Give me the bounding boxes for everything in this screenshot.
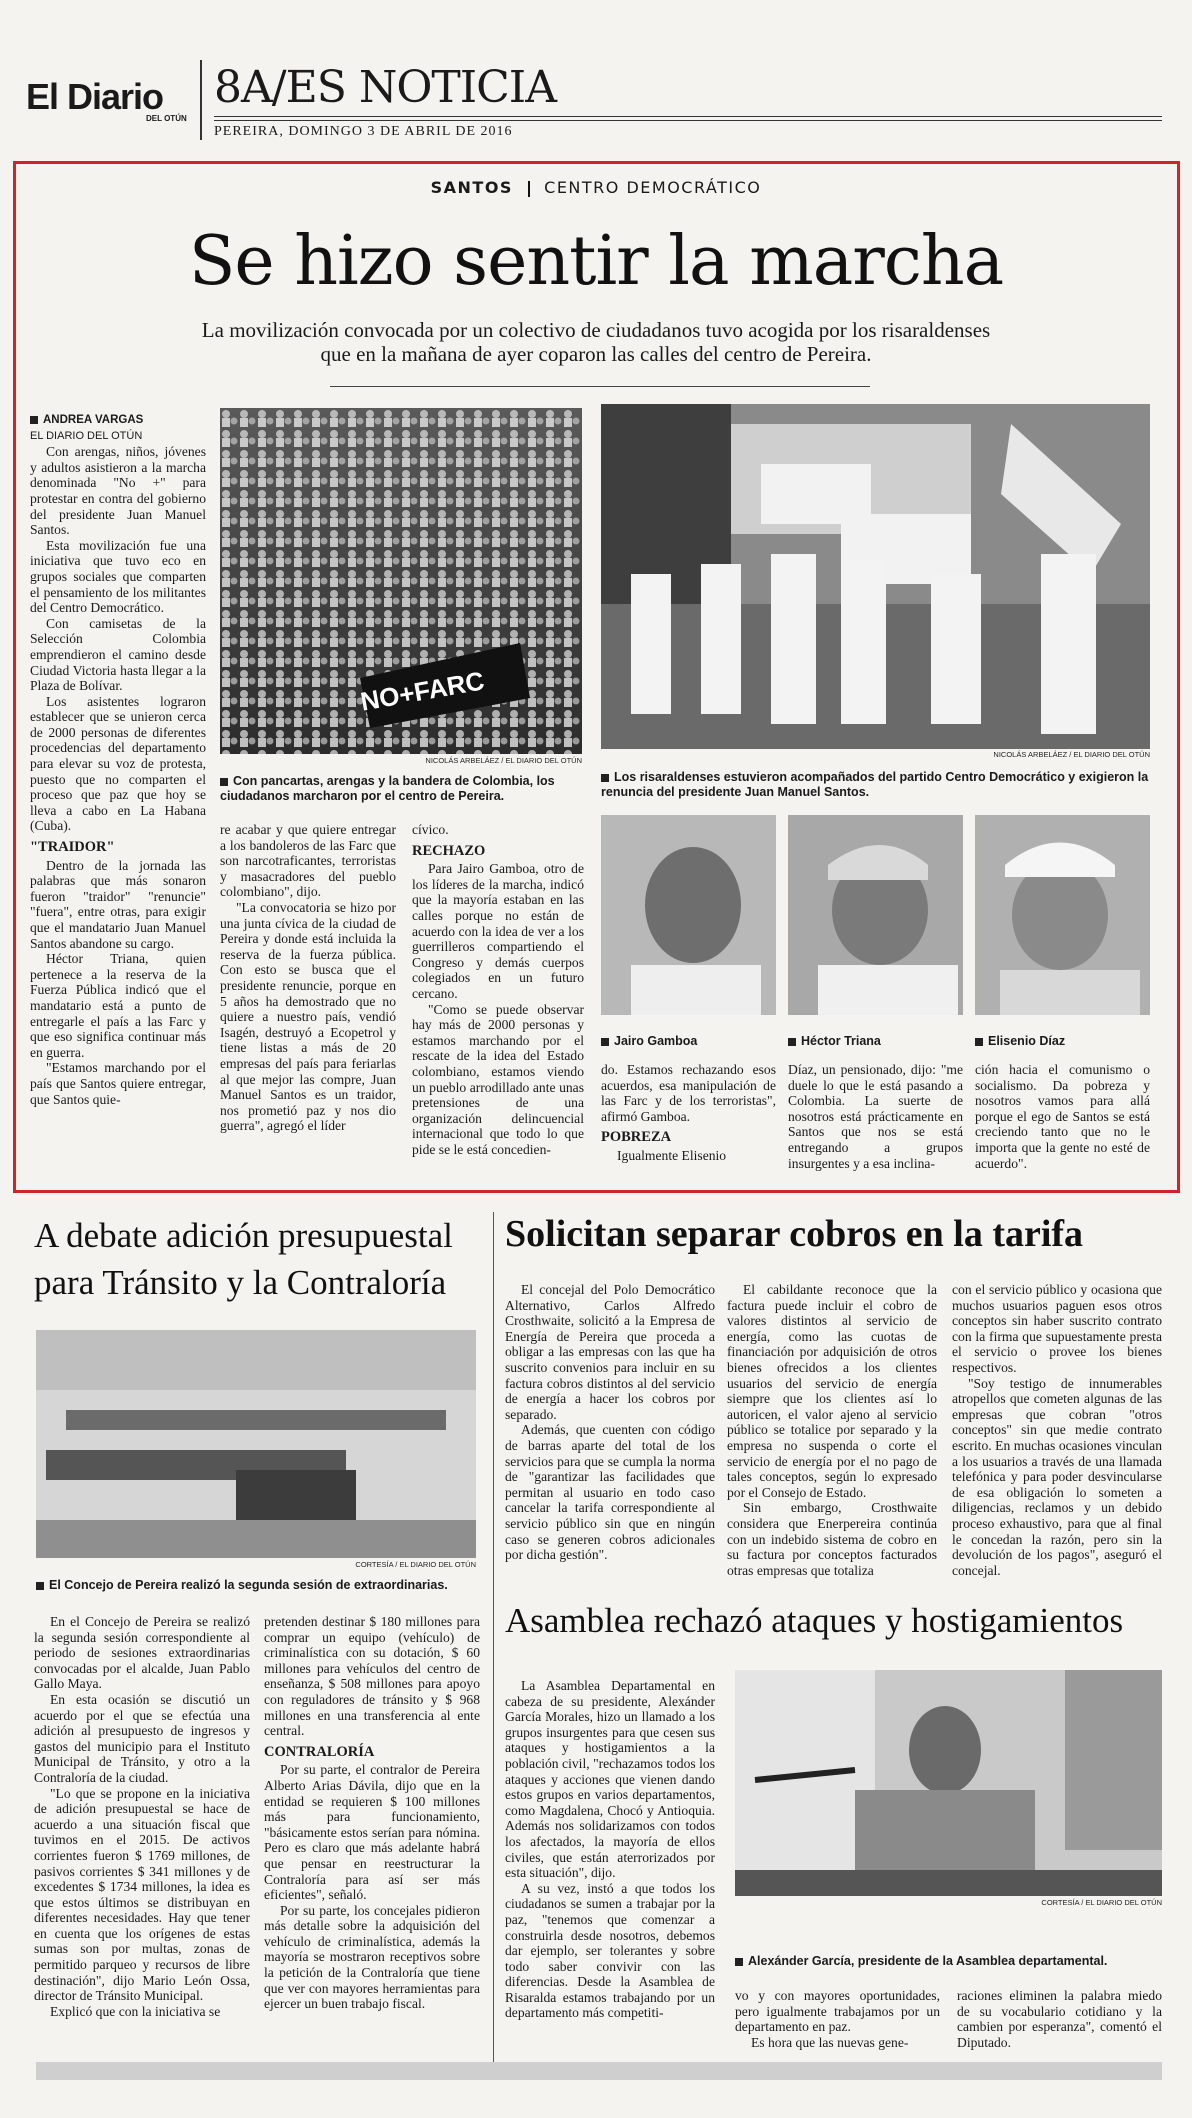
paragraph: El cabildante reconoce que la factura puede incluir el cobro de valores distintos al servicio de energía, como las cuotas de financiación por adquisición de otros bienes ofrecidos a los clientes usuarios del servicio de energía siempre que los clientes así lo autoricen, el valor ajeno al servicio público se totalice por separado y la empresa no suspenda o corte el servicio de energía por el no pago de tales conceptos, según lo expresado por el Consejo de Estado. [727, 1282, 937, 1500]
paragraph: El concejal del Polo Democrático Alternativo, Carlos Alfredo Crosthwaite, solicitó a la Empresa de Energía de Pereira que proceda a obligar a las empresas con las que ha suscrito convenios para incluir en su factura cobros distintos al del servicio de energía a hacer los cobros por separado. [505, 1282, 715, 1422]
headline-line-2: para Tránsito y la Contraloría [34, 1263, 447, 1302]
paragraph: La Asamblea Departamental en cabeza de su presidente, Alexánder García Morales, hizo un llamado a los grupos insurgentes para que cesen sus ataques y hostigamientos a la población civil, "rechazamos todos los ataques y acciones que vienen dando estos grupos en varios departamentos, como Magdalena, Chocó y Antioquia. Además nos solidarizamos con todos los afectados, la mayoría de ellos civiles, que están aterrorizados por esta situación", dijo. [505, 1678, 715, 1881]
paragraph: Díaz, un pensionado, dijo: "me duele lo que le está pasando a Colombia. La suerte de nosotros está prácticamente en Santos que nos se está entregando a grupos insurgentes y a esa inclina- [788, 1062, 963, 1171]
asamblea-column-3 [957, 1988, 1162, 2050]
logo-sub: DEL OTÚN [146, 114, 187, 123]
paragraph: Con arengas, niños, jóvenes y adultos asistieron a la marcha denominada "No +" para protestar en contra del gobierno del presidente Juan Manuel Santos. [30, 444, 206, 538]
lead-column-6 [975, 1062, 1150, 1171]
march-street-photo [601, 404, 1150, 749]
tarifa-column-3 [952, 1282, 1162, 1578]
lead-column-3 [412, 822, 584, 1157]
paragraph: A su vez, instó a que todos los ciudadanos se sumen a trabajar por la paz, "tenemos que comenzar a construirla desde nosotros, debemos dar ejemplo, ser tolerantes y sobre todo saber convivir con las diferencias. Desde la Asamblea de Risaralda estamos trabajando por un departamento más competiti- [505, 1880, 715, 2021]
paragraph: Dentro de la jornada las palabras que más sonaron fueron "traidor" "renuncie" "fuera", entre otras, para exigir que el mandatario Juan Manuel Santos abandone su cargo. [30, 857, 206, 951]
paragraph: cívico. [412, 822, 449, 837]
photo-caption: Los risaraldenses estuvieron acompañados del partido Centro Democrático y exigieron la renuncia del presidente Juan Manuel Santos. [601, 770, 1149, 799]
transito-headline [34, 1212, 494, 1306]
paragraph: do. Estamos rechazando esos acuerdos, esa manipulación de las Farc y de los terroristas", afirmó Gamboa. [601, 1062, 776, 1124]
paragraph: re acabar y que quiere entregar a los bandoleros de las Farc que son narcotraficantes, terroristas y masacradores del pueblo colombiano", dijo. [220, 822, 396, 900]
paragraph: Es hora que las nuevas gene- [751, 2034, 909, 2050]
tarifa-column-2 [727, 1282, 937, 1578]
lead-headline: Se hizo sentir la marcha [188, 222, 1004, 301]
tarifa-headline: Solicitan separar cobros en la tarifa [505, 1213, 1084, 1255]
subhead-traidor: "TRAIDOR" [30, 839, 115, 856]
paragraph: En esta ocasión se discutió un acuerdo por el que se efectúa una adición al presupuesto de ingresos y gastos del municipio para el Instituto Municipal de Tránsito, y otro a la Contraloría de la ciudad. [34, 1691, 250, 1785]
portrait-caption: Héctor Triana [788, 1034, 963, 1049]
dateline: PEREIRA, DOMINGO 3 DE ABRIL DE 2016 [214, 124, 513, 139]
kicker [0, 178, 1192, 197]
paragraph: Además, que cuenten con código de barras aparte del total de los servicios para que se cumpla la norma de "garantizar las facilidades que permitan al usuario en todo caso cancelar la tarifa correspondiente al servicio público sin que en ningún caso se generen cobros adicionales por dicha gestión". [505, 1422, 715, 1563]
kicker-right: CENTRO DEMOCRÁTICO [544, 178, 762, 197]
logo-main: El Diario [26, 76, 164, 117]
paragraph: En el Concejo de Pereira se realizó la segunda sesión correspondiente al periodo de sesiones extraordinarias convocadas por el alcalde, Juan Pablo Gallo Maya. [34, 1614, 250, 1692]
paragraph: "La convocatoria se hizo por una junta cívica de la ciudad de Pereira y donde está incluida la reserva de la fuerza pública. Con esto se busca que el presidente renuncie, porque en 5 años ha demostrado que no quiere a nuestro país, vendió Isagén, destruyó a Ecopetrol y tiene listas a más de 20 empresas del país para feriarlas al que mejor las compre, Juan Manuel Santos es un traidor, nos prometió paz y nos dio guerra", agregó el líder [220, 899, 396, 1134]
masthead [22, 60, 1162, 140]
tarifa-column-1 [505, 1282, 715, 1563]
paragraph: Por su parte, los concejales pidieron más detalle sobre la adquisición del vehículo de criminalística, además la mayoría se mostraron receptivos sobre la petición de la Contraloría que tiene que ver con mayores herramientas para ejercer un buen trabajo fiscal. [264, 1902, 480, 2012]
asamblea-column-2 [735, 1988, 940, 2050]
banner-sign: NO+FARC [358, 665, 487, 717]
paragraph: Explicó que con la iniciativa se [50, 2003, 221, 2019]
paragraph: Por su parte, el contralor de Pereira Alberto Arias Dávila, dijo que en la entidad se requieren $ 100 millones más para funcionamiento, "básicamente estos serían para nómina. Pero es claro que más adelante habrá que pensar en reestructurar la Contraloría para así ser más eficientes", señaló. [264, 1762, 480, 1903]
byline-name: ANDREA VARGAS [43, 414, 144, 426]
paragraph: "Soy testigo de innumerables atropellos que cometen algunas de las empresas que cobran "otros conceptos" sin que medie contrato escrito. En muchas ocasiones vinculan a los usuarios a través de una llamada telefónica y para poder desvincularse de esa obligación lo someten a diligencias, reclamos y un debido proceso exhaustivo, para que al final le concedan la razón, pero sin la devolución de los pagos", aseguró el concejal. [952, 1375, 1162, 1578]
street-image [601, 404, 1150, 749]
lead-column-4 [601, 1062, 776, 1164]
kicker-left: SANTOS [430, 178, 513, 197]
portrait-caption: Jairo Gamboa [601, 1034, 776, 1049]
assembly-president-photo [735, 1670, 1162, 1896]
photo-caption: Con pancartas, arengas y la bandera de Colombia, los ciudadanos marcharon por el centro de Pereira. [220, 774, 555, 803]
concejo-session-photo [36, 1330, 476, 1558]
logo [26, 76, 187, 123]
deck-line-1: La movilización convocada por un colectivo de ciudadanos tuvo acogida por los risaraldenses [201, 318, 991, 342]
paragraph: "Estamos marchando por el país que Santos quiere entregar, que Santos quie- [30, 1060, 206, 1107]
headline-line-1: A debate adición presupuestal [34, 1216, 453, 1255]
deck-line-2: que en la mañana de ayer coparon las calles del centro de Pereira. [320, 342, 872, 366]
paragraph: Sin embargo, Crosthwaite considera que Enerpereira continúa con un indebido sistema de cobro en su factura por conceptos facturados otras empresas que totaliza [727, 1500, 937, 1578]
subhead-pobreza: POBREZA [601, 1129, 672, 1146]
paragraph: Para Jairo Gamboa, otro de los líderes de la marcha, indicó que la mayoría estaban en las calles porque no están de acuerdo con la idea de ver a los guerrilleros compartiendo el Congreso y demás cuerpos colegiados en un futuro cercano. [412, 861, 584, 1001]
asamblea-column-1 [505, 1678, 715, 2021]
paragraph: Los asistentes lograron establecer que se unieron cerca de 2000 personas de diferentes procedencias del departamento para elevar su voz de protesta, puesto que no comparten el proceso que paz que hoy se lleva a cabo en La Habana (Cuba). [30, 693, 206, 834]
paragraph: ción hacia el comunismo o socialismo. Da pobreza y nosotros vamos para allá porque el ego de Santos se está creciendo tanto que no le importa que la gente no esté de acuerdo". [975, 1062, 1150, 1171]
march-crowd-photo [220, 408, 582, 754]
paragraph: Héctor Triana, quien pertenece a la reserva de la Fuerza Pública indicó que el mandatario está a punto de entregarle el país a las Farc y que eso significa continuar más en guerra. [30, 951, 206, 1060]
portrait-elisenio-diaz [975, 815, 1150, 1015]
paragraph: Con camisetas de la Selección Colombia emprendieron el camino desde Ciudad Victoria hasta llegar a la Plaza de Bolívar. [30, 615, 206, 694]
photo-credit: CORTESÍA / EL DIARIO DEL OTÚN [1041, 1898, 1162, 1907]
paragraph: Igualmente Elisenio [617, 1147, 727, 1163]
photo-caption: El Concejo de Pereira realizó la segunda sesión de extraordinarias. [36, 1578, 476, 1593]
lead-column-1 [30, 413, 206, 1107]
byline-org: EL DIARIO DEL OTÚN [30, 429, 143, 442]
photo-caption: Alexánder García, presidente de la Asamblea departamental. [735, 1954, 1162, 1969]
paragraph: raciones eliminen la palabra miedo de su vocabulario cotidiano y la cambien por esperanza", comentó el Diputado. [957, 1988, 1162, 2050]
subhead-contraloria: CONTRALORÍA [264, 1743, 375, 1760]
paragraph: "Lo que se propone en la iniciativa de adición presupuestal se hace de acuerdo a una situación fiscal que tuvimos en el 2015. De activos corrientes fueron $ 1769 millones, de pasivos corrientes $ 341 millones y de excedentes $ 1734 millones, la idea es que estos últimos se distribuyan en diferentes necesidades. Hay que tener en cuenta que los orígenes de estas sumas son por multas, zonas de permitido parqueo y recursos de libre destinación", dijo Mario León Ossa, director de Tránsito Municipal. [34, 1785, 250, 2004]
portrait-caption: Elisenio Díaz [975, 1034, 1150, 1049]
transito-column-2 [264, 1614, 480, 2012]
paragraph: vo y con mayores oportunidades, pero igualmente trabajamos por un departamento en paz. [735, 1988, 940, 2035]
paragraph: Esta movilización fue una iniciativa que tuvo eco en grupos sociales que comparten el pensamiento de los militantes del Centro Democrático. [30, 537, 206, 616]
photo-credit: NICOLÁS ARBELÁEZ / EL DIARIO DEL OTÚN [425, 756, 582, 765]
lead-column-5 [788, 1062, 963, 1171]
paragraph: con el servicio público y ocasiona que muchos usuarios paguen esos otros conceptos sin haber suscrito contrato con la firma que supuestamente presta el servicio o provee los bienes respectivos. [952, 1282, 1162, 1375]
paragraph: "Como se puede observar hay más de 2000 personas y estamos marchando por el rescate de la idea del Estado colombiano, estamos viendo un pueblo arrodillado ante unas pretensiones de una organización delincuencial internacional que todo lo que pide se le está concedien- [412, 1001, 584, 1157]
transito-column-1 [34, 1614, 250, 2019]
portrait-hector-triana [788, 815, 963, 1015]
subhead-rechazo: RECHAZO [412, 842, 486, 859]
portrait-jairo-gamboa [601, 815, 776, 1015]
lead-deck [0, 318, 1192, 366]
photo-credit: CORTESÍA / EL DIARIO DEL OTÚN [355, 1560, 476, 1569]
paragraph: pretenden destinar $ 180 millones para comprar un equipo (vehículo) de criminalística con su dotación, $ 60 millones para vehículos del centro de enseñanza, $ 508 millones para apoyo con reguladores de tránsito y $ 968 millones en una transferencia al ente central. [264, 1614, 480, 1739]
asamblea-headline: Asamblea rechazó ataques y hostigamientos [505, 1601, 1124, 1640]
section-title: 8A/ES NOTICIA [214, 62, 556, 113]
photo-credit: NICOLÁS ARBELÁEZ / EL DIARIO DEL OTÚN [993, 750, 1150, 759]
lead-column-2 [220, 822, 396, 1134]
